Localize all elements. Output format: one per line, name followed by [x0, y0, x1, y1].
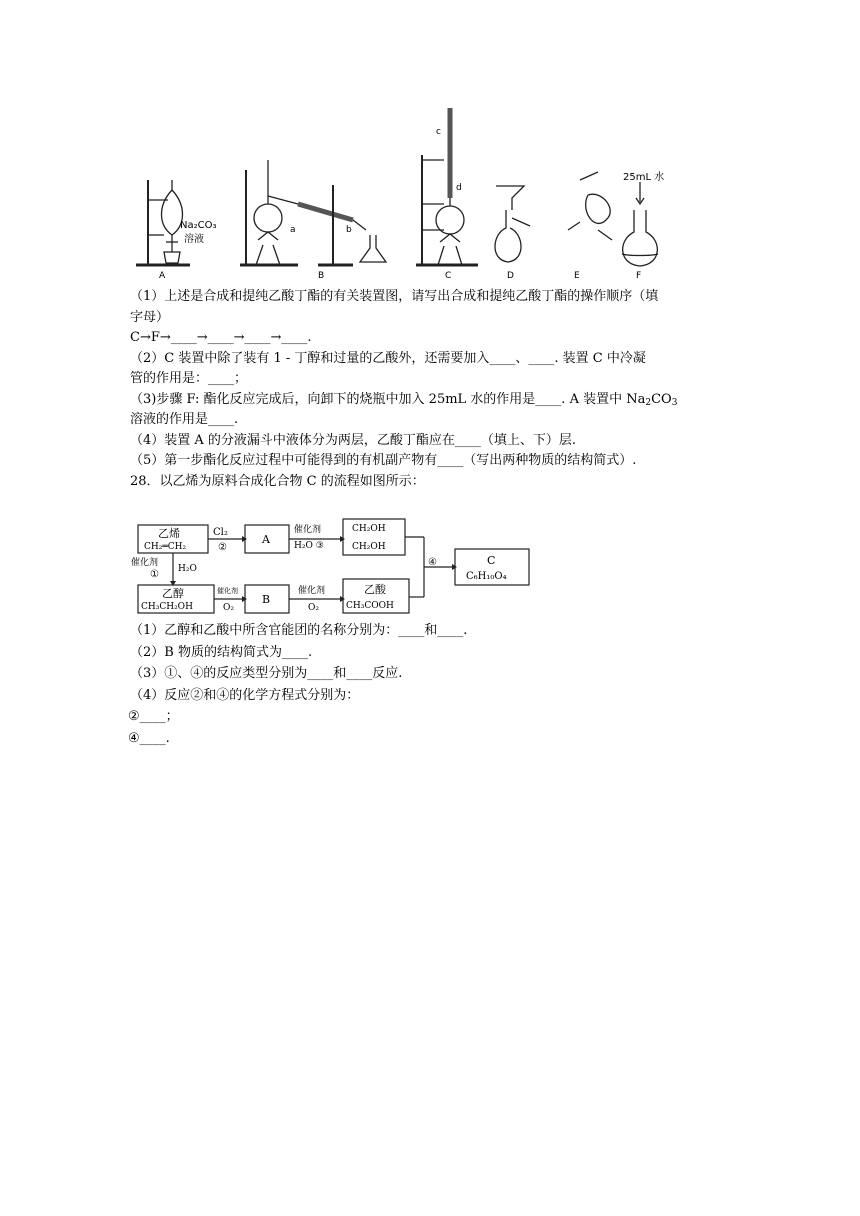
glycol-top: CH₂OH	[352, 524, 386, 534]
part-a: a	[290, 225, 296, 235]
ethanol-name: 乙醇	[162, 587, 184, 600]
ethanol-formula: CH₃CH₂OH	[141, 602, 193, 612]
label-b: B	[318, 271, 325, 281]
q28-line3: （3）①、④的反应类型分别为____和____反应.	[130, 666, 403, 681]
q27-line7: 溶液的作用是____.	[130, 412, 239, 427]
reagent-formula: Na₂CO₃	[180, 220, 217, 231]
part-d: d	[456, 183, 462, 193]
box-a-label: A	[262, 533, 270, 546]
label-a: A	[159, 271, 166, 281]
ethylene-name: 乙烯	[158, 527, 180, 540]
step-1: ①	[150, 569, 159, 580]
o2-label-2: O₂	[308, 603, 319, 613]
question-28	[130, 620, 740, 749]
part-c: c	[436, 127, 441, 137]
o2-label-1: O₂	[223, 603, 234, 613]
apparatus-figure	[128, 100, 688, 285]
catalyst-label-2: 催化剂	[298, 586, 326, 596]
q28-intro: 28．以乙烯为原料合成化合物 C 的流程如图所示：	[130, 473, 425, 489]
q27-line6-co: CO	[651, 391, 672, 407]
q27-line8: （4）装置 A 的分液漏斗中液体分为两层，乙酸丁酯应在____（填上、下）层.	[130, 432, 577, 448]
label-c: C	[445, 271, 452, 281]
q27-line6-text: （3)步骤 F: 酯化反应完成后，向卸下的烧瓶中加入 25mL 水的作用是____. A 装置中 Na	[130, 391, 646, 407]
q28-line6: ④____.	[128, 730, 170, 746]
acetic-formula: CH₃COOH	[346, 601, 394, 611]
step-2: ②	[218, 542, 227, 553]
product-label: C	[487, 554, 496, 567]
q28-line1: （1）乙醇和乙酸中所含官能团的名称分别为：____和____.	[130, 623, 468, 638]
q27-line9: （5）第一步酯化反应过程中可能得到的有机副产物有____（写出两种物质的结构简式）.	[130, 453, 637, 468]
water-label: 25mL 水	[623, 172, 665, 183]
q27-line6-sub2: 3	[671, 397, 678, 408]
acetic-name: 乙酸	[364, 583, 386, 596]
q27-line1: （1）上述是合成和提纯乙酸丁酯的有关装置图，请写出合成和提纯乙酸丁酯的操作顺序（填	[130, 289, 659, 304]
label-f: F	[636, 271, 642, 281]
h2o-step3: H₂O ③	[294, 541, 324, 551]
apparatus-drawing	[128, 100, 688, 285]
label-d: D	[507, 271, 514, 281]
q27-line3: C→F→____→____→____→____.	[130, 330, 312, 345]
ethylene-formula: CH₂═CH₂	[144, 542, 187, 552]
step-4: ④	[428, 557, 437, 568]
h2o-label: H₂O	[178, 564, 197, 574]
q27-line2: 字母）	[130, 309, 170, 325]
q28-line2: （2）B 物质的结构简式为____.	[130, 644, 313, 660]
label-e: E	[574, 271, 580, 281]
catalyst-step1: 催化剂	[131, 558, 159, 568]
catalyst-label-1: 催化剂	[294, 525, 322, 535]
glycol-bottom: CH₂OH	[352, 542, 386, 552]
product-formula: C₆H₁₀O₄	[466, 571, 507, 582]
q27-line5: 管的作用是：____；	[130, 371, 248, 386]
reagent-word: 溶液	[184, 234, 204, 245]
synthesis-flow-diagram	[128, 513, 548, 618]
part-b: b	[346, 225, 352, 235]
q28-line5: ②____；	[128, 709, 179, 724]
flow-drawing	[128, 513, 548, 618]
catalyst-small: 催化剂	[217, 587, 238, 595]
q27-line6-sub1: 2	[645, 397, 652, 408]
q27-line4: （2）C 装置中除了装有 1 - 丁醇和过量的乙酸外，还需要加入____、____. 装置 C 中冷凝	[130, 350, 646, 366]
question-27	[130, 287, 740, 492]
box-b-label: B	[262, 593, 271, 606]
q27-line6	[130, 390, 740, 411]
q28-line4: （4）反应②和④的化学方程式分别为：	[130, 687, 360, 703]
cl2-label: Cl₂	[213, 527, 228, 538]
